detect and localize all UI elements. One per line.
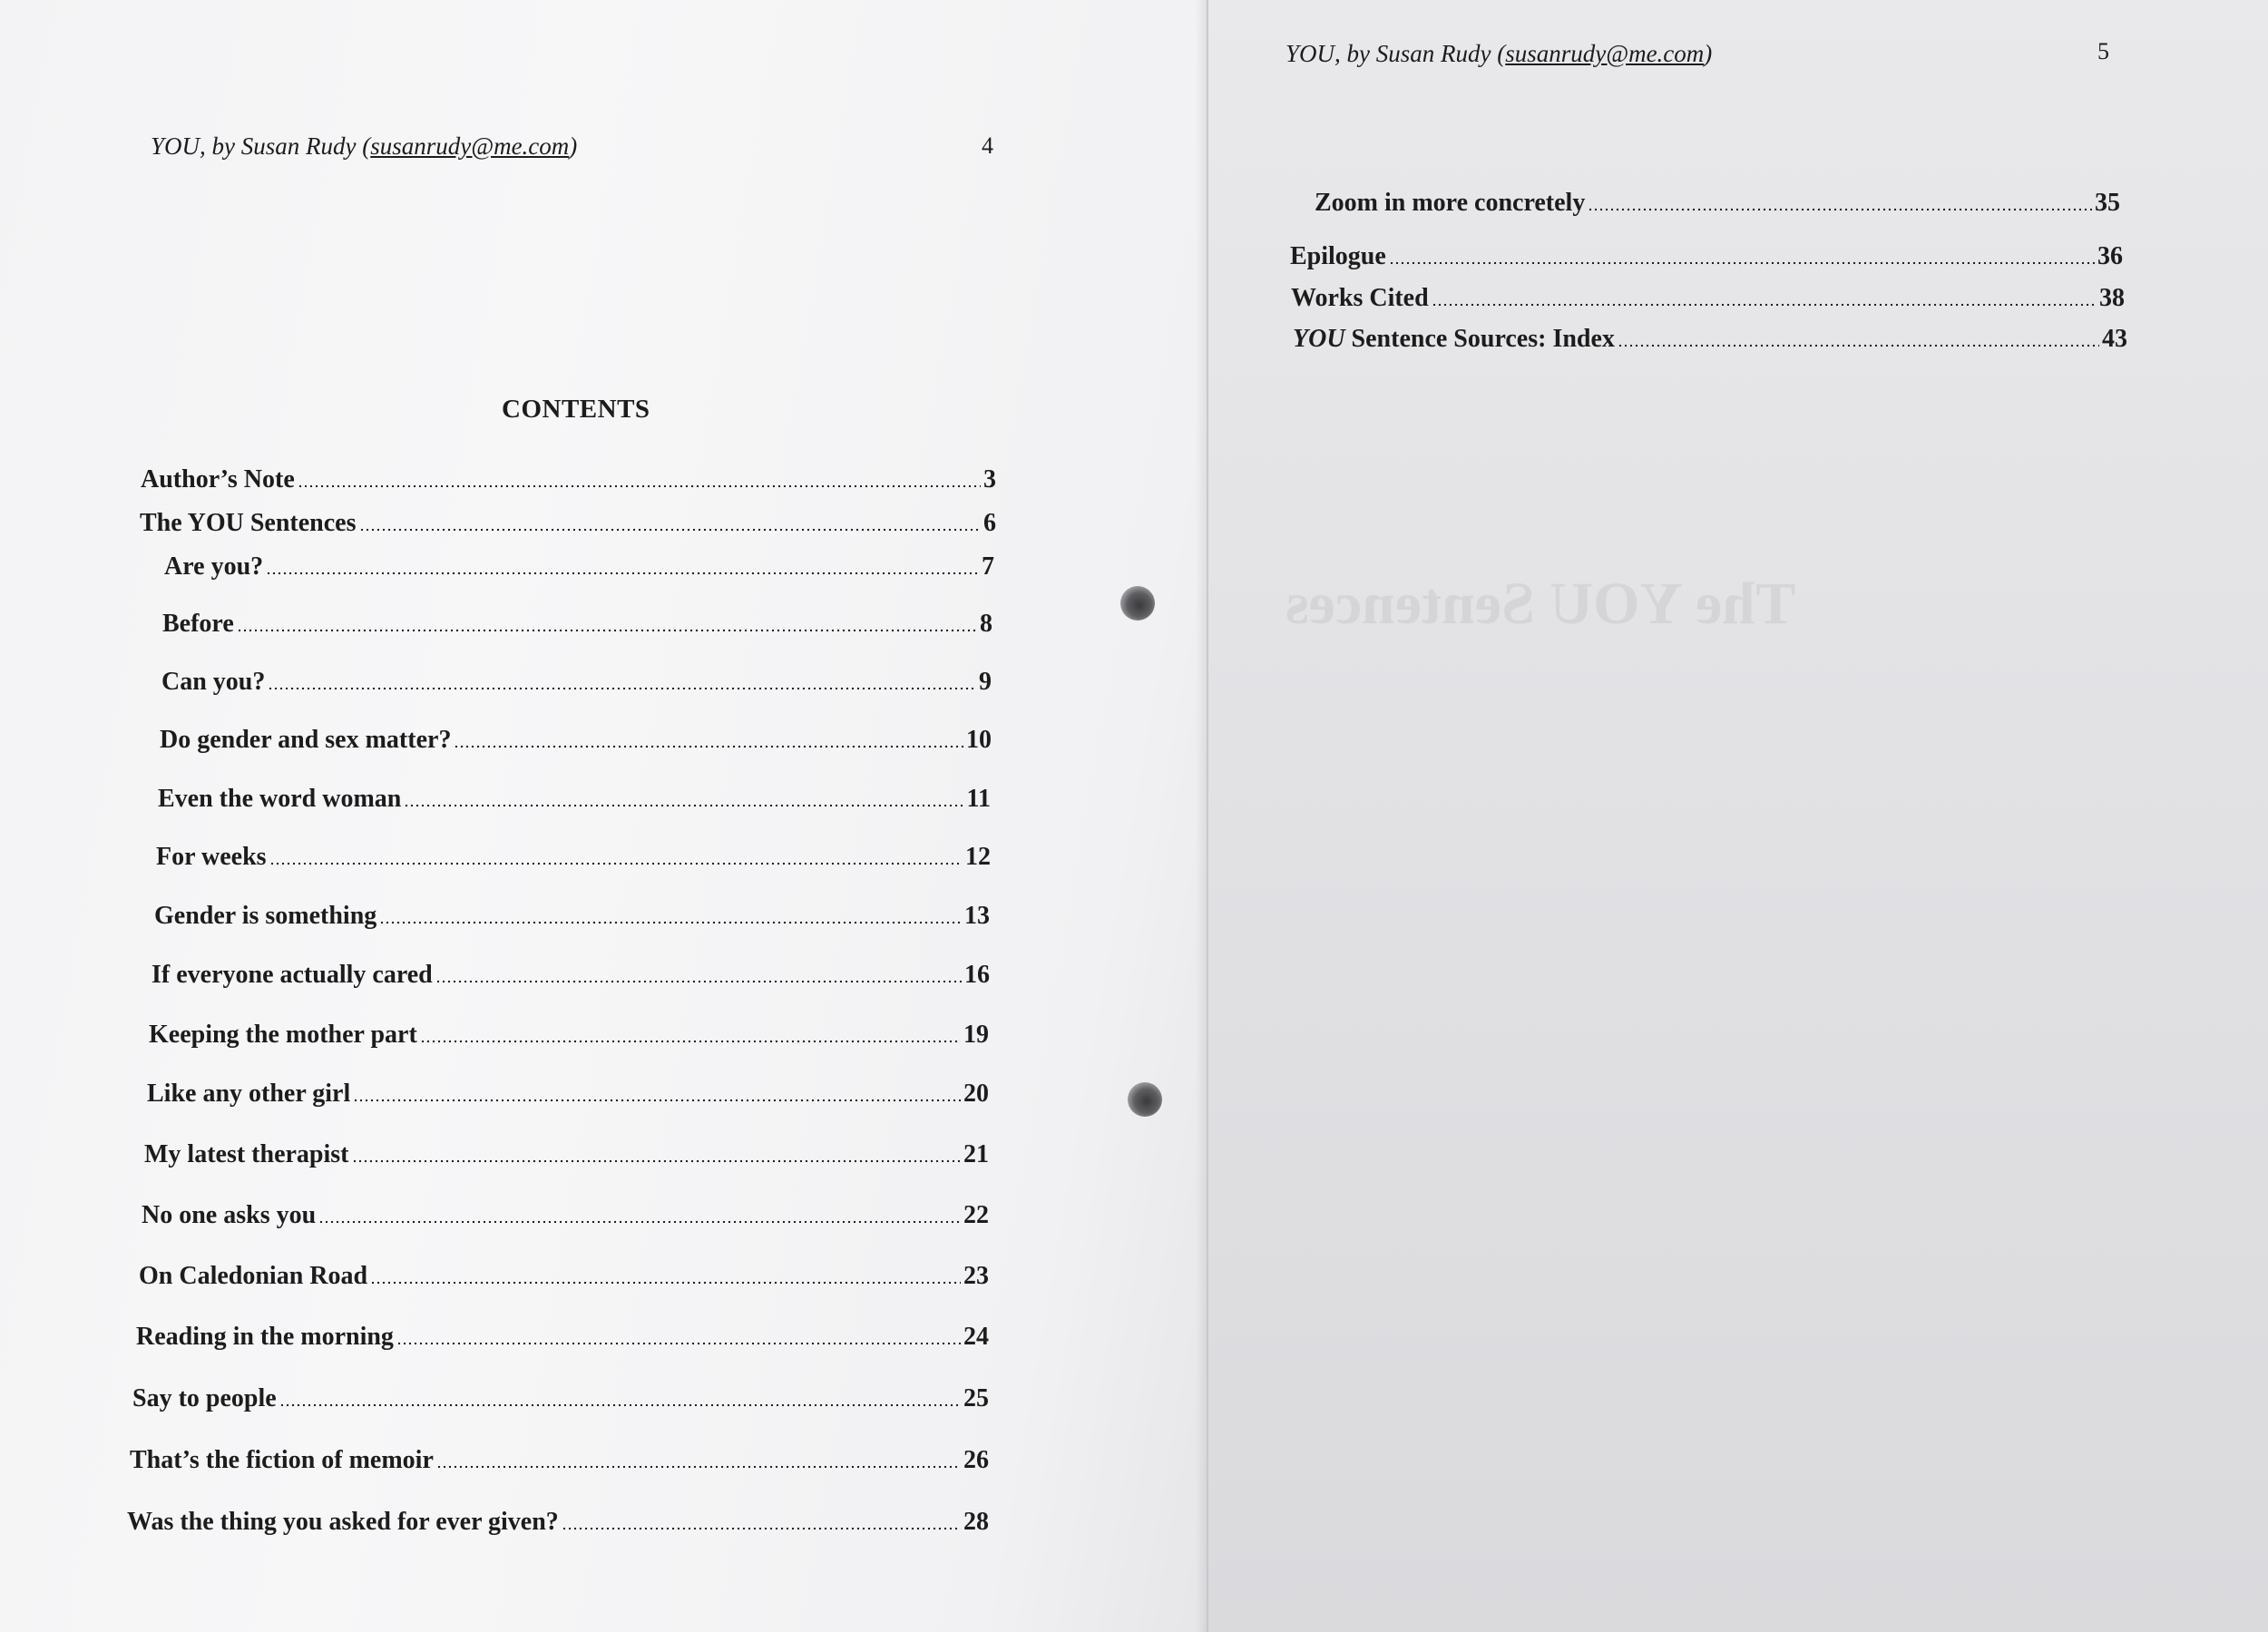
dot-leader [266,572,979,575]
page-header [1286,40,1712,68]
toc-entry-title: That’s the fiction of memoir [130,1446,434,1474]
toc-entry-title: On Caledonian Road [139,1262,368,1290]
toc-entry-title: Like any other girl [147,1080,351,1108]
toc-entry [132,1384,989,1413]
toc-entry-page: 10 [966,726,992,754]
toc-entry-title-italic: YOU [1293,325,1345,353]
toc-entry-page: 16 [964,961,990,989]
punch-hole [1128,1082,1162,1117]
toc-entry [139,1262,989,1291]
dot-leader [352,1159,961,1163]
toc-entry-title: My latest therapist [144,1140,349,1168]
toc-entry-page: 11 [966,785,991,813]
dot-leader [1588,208,2092,211]
toc-entry-title: Can you? [161,668,266,696]
dot-leader [420,1040,961,1043]
toc-entry-page: 8 [980,610,992,638]
dot-leader [359,528,981,532]
toc-entry [164,552,994,581]
toc-entry-title: Do gender and sex matter? [160,726,452,754]
dot-leader [562,1527,961,1530]
toc-entry [140,509,996,538]
dot-leader [318,1220,961,1224]
toc-entry-page: 26 [963,1446,989,1474]
toc-entry-page: 20 [963,1080,989,1108]
toc-entry-title: For weeks [156,843,267,871]
dot-leader [379,921,962,924]
toc-entry [130,1446,989,1475]
toc-entry [156,843,991,872]
dot-leader [396,1342,961,1345]
toc-entry-page: 6 [983,509,996,537]
toc-entry-page: 35 [2095,189,2120,217]
toc-entry [147,1080,989,1109]
toc-entry-page: 13 [964,902,990,930]
bleed-through-heading: The YOU Sentences [1286,571,1796,637]
dot-leader [353,1099,961,1102]
page-header [151,132,577,161]
contents-heading: CONTENTS [502,395,650,424]
dot-leader [1432,303,2097,307]
toc-entry [158,785,991,814]
toc-entry-page: 7 [982,552,994,581]
toc-entry-title: If everyone actually cared [152,961,433,989]
toc-entry [1293,325,2127,354]
toc-entry-title: The YOU Sentences [140,509,357,537]
toc-entry [1290,242,2123,271]
toc-entry-page: 36 [2097,242,2123,270]
toc-entry-title: Epilogue [1290,242,1386,270]
punch-hole [1120,586,1155,621]
toc-entry-page: 28 [963,1508,989,1536]
toc-entry-page: 25 [963,1384,989,1412]
toc-entry [154,902,990,931]
toc-entry [1315,189,2120,218]
toc-entry-title: Gender is something [154,902,377,930]
toc-entry-title: Even the word woman [158,785,402,813]
dot-leader [454,745,963,748]
page-number: 4 [982,132,993,159]
dot-leader [435,980,962,983]
toc-entry [161,668,992,697]
page-number: 5 [2097,38,2109,64]
toc-entry-title: Works Cited [1291,284,1429,312]
header-author: YOU, by Susan Rudy ( [1286,40,1506,67]
toc-entry-title: Keeping the mother part [149,1021,417,1049]
dot-leader [1618,344,2099,347]
toc-entry [162,610,992,639]
toc-entry-page: 24 [963,1323,989,1351]
toc-entry [149,1021,989,1050]
toc-entry-page: 23 [963,1262,989,1290]
toc-entry [142,1201,989,1230]
right-page [1208,0,2268,1632]
toc-entry-title: Reading in the morning [136,1323,394,1351]
toc-entry-page: 9 [979,668,992,696]
toc-entry [136,1323,989,1352]
toc-entry [152,961,990,990]
toc-entry-title: Say to people [132,1384,277,1412]
toc-entry-title: Are you? [164,552,264,581]
toc-entry-page: 12 [965,843,991,871]
dot-leader [1389,261,2095,265]
header-close: ) [1704,40,1713,67]
header-author: YOU, by Susan Rudy ( [151,132,371,160]
dot-leader [436,1465,961,1469]
toc-entry-title-rest: Sentence Sources: Index [1344,325,1615,353]
toc-entry-page: 19 [963,1021,989,1049]
dot-leader [269,862,963,865]
toc-entry-page: 22 [963,1201,989,1229]
toc-entry-title: Author’s Note [141,465,295,494]
toc-entry-page: 43 [2102,325,2127,353]
toc-entry-title: Was the thing you asked for ever given? [127,1508,559,1536]
toc-entry [1291,284,2125,313]
toc-entry-title [1293,325,1615,354]
toc-entry-title: Before [162,610,234,638]
dot-leader [298,484,981,488]
dot-leader [404,804,963,807]
toc-entry [160,726,992,755]
toc-entry-page: 21 [963,1140,989,1168]
toc-entry-page: 3 [983,465,996,494]
toc-entry-title: No one asks you [142,1201,317,1229]
dot-leader [268,687,976,690]
dot-leader [237,629,977,632]
dot-leader [370,1281,961,1285]
toc-entry-title: Zoom in more concretely [1315,189,1586,217]
header-close: ) [569,132,578,160]
toc-entry [144,1140,989,1169]
toc-entry [127,1508,989,1537]
header-email: susanrudy@me.com [370,132,570,160]
dot-leader [279,1403,961,1407]
toc-entry [141,465,996,494]
toc-entry-page: 38 [2099,284,2125,312]
header-email: susanrudy@me.com [1505,40,1705,67]
